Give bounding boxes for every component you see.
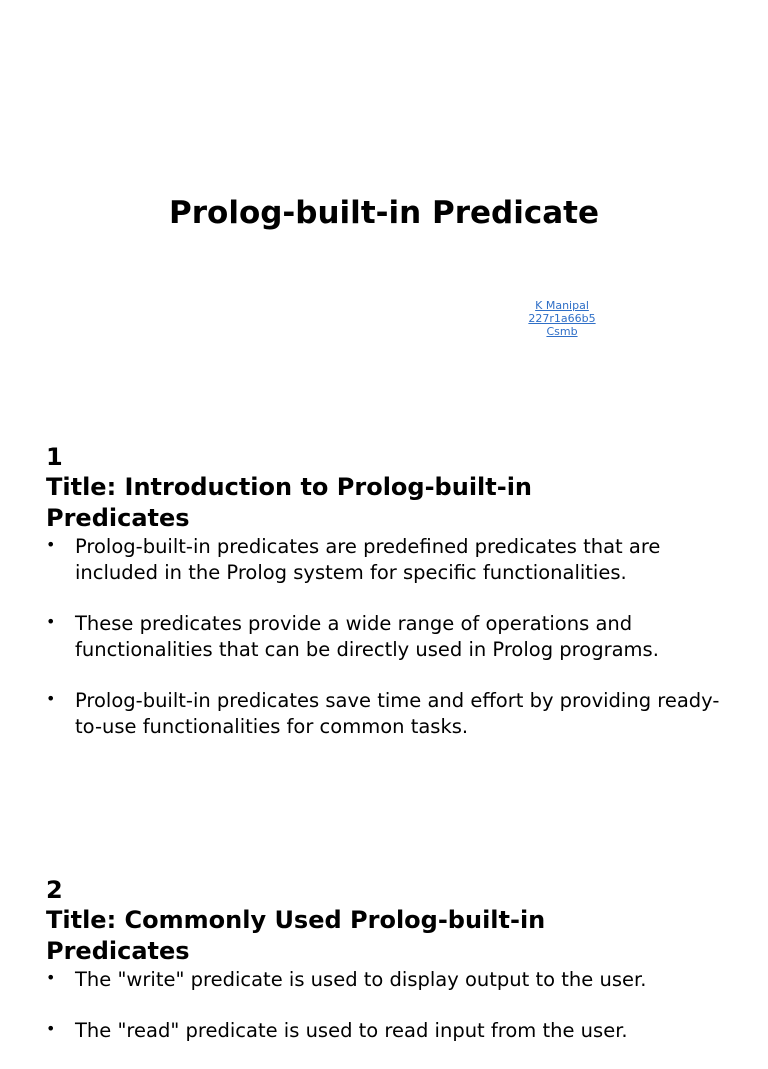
bullet-text: These predicates provide a wide range of operations and functionalities that can be directly used in Prolog programs. [75,612,659,661]
section-common-predicates [46,875,736,1069]
bullet-icon: • [46,1019,56,1038]
bullet-text: Prolog-built-in predicates save time and effort by providing ready-to-use functionalities for common tasks. [75,689,720,738]
author-dept-link[interactable]: Csmb [546,325,578,338]
bullet-item [46,967,736,993]
bullet-list [46,967,736,1044]
bullet-icon: • [46,968,56,987]
bullet-text: Prolog-built-in predicates are predefined predicates that are included in the Prolog system for specific functionalities. [75,535,661,584]
section-heading: Title: Introduction to Prolog-built-in Predicates [46,473,533,532]
bullet-list [46,534,736,740]
author-block [500,299,624,338]
bullet-item [46,688,736,740]
bullet-text: The "write" predicate is used to display output to the user. [75,968,647,991]
bullet-icon: • [46,689,56,708]
author-name-link[interactable]: K Manipal [535,299,589,312]
bullet-icon: • [46,535,56,554]
bullet-item [46,534,736,586]
section-number: 1 [46,443,63,471]
section-heading: Title: Commonly Used Prolog-built-in Predicates [46,906,546,965]
bullet-icon: • [46,612,56,631]
section-introduction [46,442,736,765]
bullet-text: The "read" predicate is used to read input from the user. [75,1019,628,1042]
author-roll-link[interactable]: 227r1a66b5 [528,312,596,325]
bullet-item [46,1018,736,1044]
page-title: Prolog-built-in Predicate [169,195,599,231]
bullet-item [46,611,736,663]
section-number: 2 [46,876,63,904]
